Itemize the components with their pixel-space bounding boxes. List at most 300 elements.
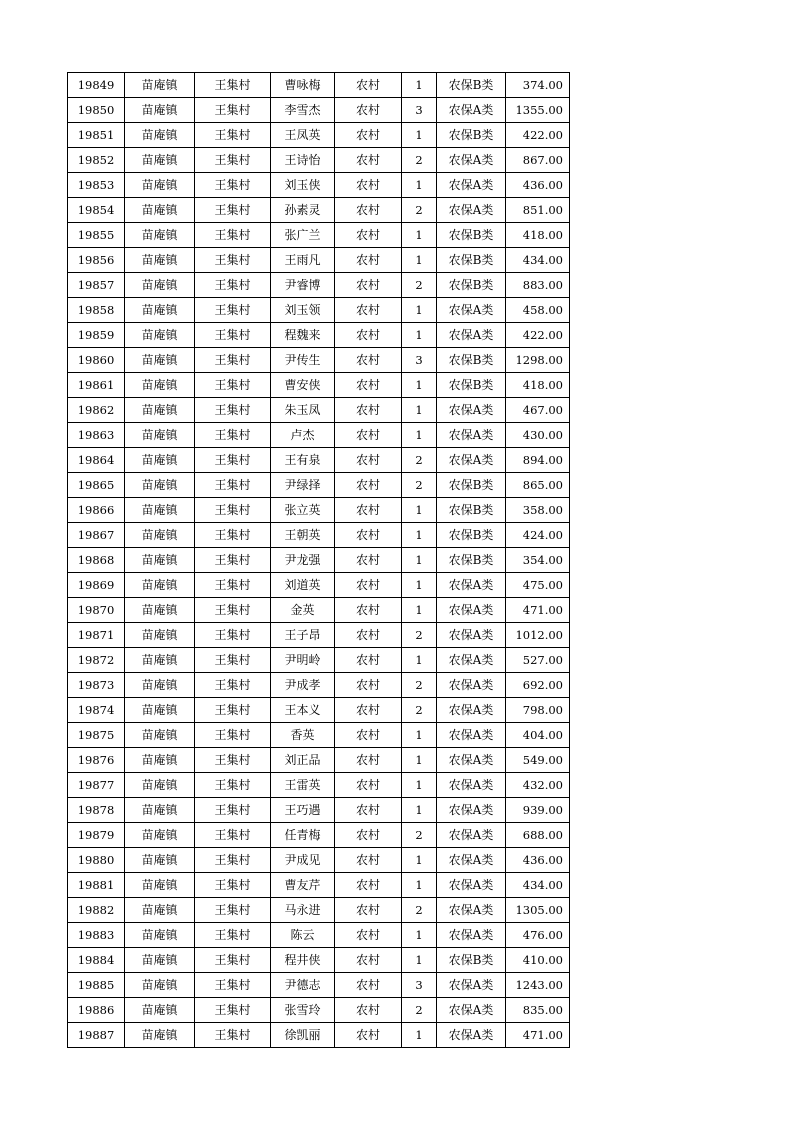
residence-type-cell: 农村 <box>335 623 402 648</box>
insurance-category-cell: 农保B类 <box>437 223 506 248</box>
amount-cell: 467.00 <box>506 398 570 423</box>
record-id-cell: 19873 <box>68 673 125 698</box>
village-cell: 王集村 <box>195 448 271 473</box>
residence-type-cell: 农村 <box>335 948 402 973</box>
record-id-cell: 19871 <box>68 623 125 648</box>
record-id-cell: 19866 <box>68 498 125 523</box>
insurance-category-cell: 农保B类 <box>437 248 506 273</box>
record-id-cell: 19883 <box>68 923 125 948</box>
table-row <box>68 373 570 398</box>
amount-cell: 475.00 <box>506 573 570 598</box>
person-name-cell: 王雨凡 <box>271 248 335 273</box>
person-name-cell: 刘道英 <box>271 573 335 598</box>
record-id-cell: 19887 <box>68 1023 125 1048</box>
person-name-cell: 刘玉领 <box>271 298 335 323</box>
amount-cell: 894.00 <box>506 448 570 473</box>
village-cell: 王集村 <box>195 423 271 448</box>
insurance-category-cell: 农保A类 <box>437 923 506 948</box>
town-cell: 苗庵镇 <box>125 898 195 923</box>
table-row <box>68 73 570 98</box>
insurance-category-cell: 农保B类 <box>437 73 506 98</box>
household-count-cell: 2 <box>402 823 437 848</box>
person-name-cell: 孙素灵 <box>271 198 335 223</box>
table-row <box>68 173 570 198</box>
amount-cell: 434.00 <box>506 248 570 273</box>
table-row <box>68 573 570 598</box>
town-cell: 苗庵镇 <box>125 723 195 748</box>
town-cell: 苗庵镇 <box>125 73 195 98</box>
table-row <box>68 298 570 323</box>
household-count-cell: 2 <box>402 698 437 723</box>
record-id-cell: 19863 <box>68 423 125 448</box>
village-cell: 王集村 <box>195 98 271 123</box>
village-cell: 王集村 <box>195 398 271 423</box>
table-row <box>68 123 570 148</box>
person-name-cell: 徐凯丽 <box>271 1023 335 1048</box>
amount-cell: 422.00 <box>506 123 570 148</box>
amount-cell: 476.00 <box>506 923 570 948</box>
insurance-category-cell: 农保A类 <box>437 698 506 723</box>
village-cell: 王集村 <box>195 1023 271 1048</box>
town-cell: 苗庵镇 <box>125 473 195 498</box>
residence-type-cell: 农村 <box>335 423 402 448</box>
amount-cell: 358.00 <box>506 498 570 523</box>
table-row <box>68 998 570 1023</box>
household-count-cell: 1 <box>402 923 437 948</box>
record-id-cell: 19881 <box>68 873 125 898</box>
insurance-category-cell: 农保A类 <box>437 1023 506 1048</box>
town-cell: 苗庵镇 <box>125 523 195 548</box>
residence-type-cell: 农村 <box>335 298 402 323</box>
insurance-category-cell: 农保A类 <box>437 773 506 798</box>
records-table <box>67 72 570 1048</box>
residence-type-cell: 农村 <box>335 798 402 823</box>
person-name-cell: 王子昂 <box>271 623 335 648</box>
table-row <box>68 148 570 173</box>
household-count-cell: 1 <box>402 398 437 423</box>
household-count-cell: 1 <box>402 373 437 398</box>
insurance-category-cell: 农保A类 <box>437 423 506 448</box>
table-row <box>68 823 570 848</box>
person-name-cell: 王诗怡 <box>271 148 335 173</box>
village-cell: 王集村 <box>195 723 271 748</box>
town-cell: 苗庵镇 <box>125 848 195 873</box>
household-count-cell: 3 <box>402 973 437 998</box>
person-name-cell: 尹传生 <box>271 348 335 373</box>
record-id-cell: 19884 <box>68 948 125 973</box>
insurance-category-cell: 农保A类 <box>437 873 506 898</box>
residence-type-cell: 农村 <box>335 123 402 148</box>
residence-type-cell: 农村 <box>335 823 402 848</box>
table-row <box>68 798 570 823</box>
record-id-cell: 19852 <box>68 148 125 173</box>
residence-type-cell: 农村 <box>335 873 402 898</box>
town-cell: 苗庵镇 <box>125 398 195 423</box>
household-count-cell: 2 <box>402 273 437 298</box>
village-cell: 王集村 <box>195 923 271 948</box>
town-cell: 苗庵镇 <box>125 423 195 448</box>
table-row <box>68 948 570 973</box>
insurance-category-cell: 农保A类 <box>437 723 506 748</box>
village-cell: 王集村 <box>195 323 271 348</box>
record-id-cell: 19874 <box>68 698 125 723</box>
table-row <box>68 873 570 898</box>
town-cell: 苗庵镇 <box>125 673 195 698</box>
record-id-cell: 19851 <box>68 123 125 148</box>
insurance-category-cell: 农保A类 <box>437 998 506 1023</box>
amount-cell: 1298.00 <box>506 348 570 373</box>
village-cell: 王集村 <box>195 523 271 548</box>
person-name-cell: 李雪杰 <box>271 98 335 123</box>
household-count-cell: 1 <box>402 123 437 148</box>
table-row <box>68 98 570 123</box>
amount-cell: 939.00 <box>506 798 570 823</box>
table-row <box>68 273 570 298</box>
residence-type-cell: 农村 <box>335 973 402 998</box>
record-id-cell: 19876 <box>68 748 125 773</box>
village-cell: 王集村 <box>195 298 271 323</box>
residence-type-cell: 农村 <box>335 548 402 573</box>
table-row <box>68 898 570 923</box>
village-cell: 王集村 <box>195 248 271 273</box>
person-name-cell: 王巧遇 <box>271 798 335 823</box>
village-cell: 王集村 <box>195 173 271 198</box>
record-id-cell: 19860 <box>68 348 125 373</box>
person-name-cell: 香英 <box>271 723 335 748</box>
table-row <box>68 973 570 998</box>
amount-cell: 424.00 <box>506 523 570 548</box>
village-cell: 王集村 <box>195 573 271 598</box>
insurance-category-cell: 农保A类 <box>437 823 506 848</box>
residence-type-cell: 农村 <box>335 573 402 598</box>
insurance-category-cell: 农保B类 <box>437 948 506 973</box>
town-cell: 苗庵镇 <box>125 298 195 323</box>
household-count-cell: 1 <box>402 73 437 98</box>
amount-cell: 432.00 <box>506 773 570 798</box>
household-count-cell: 1 <box>402 748 437 773</box>
village-cell: 王集村 <box>195 998 271 1023</box>
residence-type-cell: 农村 <box>335 323 402 348</box>
village-cell: 王集村 <box>195 873 271 898</box>
record-id-cell: 19879 <box>68 823 125 848</box>
town-cell: 苗庵镇 <box>125 873 195 898</box>
residence-type-cell: 农村 <box>335 98 402 123</box>
person-name-cell: 卢杰 <box>271 423 335 448</box>
person-name-cell: 曹友芹 <box>271 873 335 898</box>
household-count-cell: 1 <box>402 1023 437 1048</box>
village-cell: 王集村 <box>195 773 271 798</box>
person-name-cell: 尹成孝 <box>271 673 335 698</box>
residence-type-cell: 农村 <box>335 148 402 173</box>
record-id-cell: 19855 <box>68 223 125 248</box>
table-row <box>68 498 570 523</box>
insurance-category-cell: 农保A类 <box>437 798 506 823</box>
amount-cell: 867.00 <box>506 148 570 173</box>
person-name-cell: 刘玉侠 <box>271 173 335 198</box>
person-name-cell: 尹龙强 <box>271 548 335 573</box>
record-id-cell: 19885 <box>68 973 125 998</box>
town-cell: 苗庵镇 <box>125 573 195 598</box>
insurance-category-cell: 农保A类 <box>437 848 506 873</box>
town-cell: 苗庵镇 <box>125 998 195 1023</box>
household-count-cell: 1 <box>402 498 437 523</box>
town-cell: 苗庵镇 <box>125 498 195 523</box>
residence-type-cell: 农村 <box>335 1023 402 1048</box>
amount-cell: 883.00 <box>506 273 570 298</box>
insurance-category-cell: 农保A类 <box>437 148 506 173</box>
person-name-cell: 刘正品 <box>271 748 335 773</box>
person-name-cell: 马永进 <box>271 898 335 923</box>
town-cell: 苗庵镇 <box>125 373 195 398</box>
insurance-category-cell: 农保A类 <box>437 198 506 223</box>
insurance-category-cell: 农保A类 <box>437 673 506 698</box>
household-count-cell: 1 <box>402 598 437 623</box>
record-id-cell: 19862 <box>68 398 125 423</box>
amount-cell: 688.00 <box>506 823 570 848</box>
amount-cell: 527.00 <box>506 648 570 673</box>
household-count-cell: 3 <box>402 98 437 123</box>
household-count-cell: 1 <box>402 223 437 248</box>
insurance-category-cell: 农保A类 <box>437 398 506 423</box>
record-id-cell: 19886 <box>68 998 125 1023</box>
town-cell: 苗庵镇 <box>125 773 195 798</box>
amount-cell: 865.00 <box>506 473 570 498</box>
town-cell: 苗庵镇 <box>125 1023 195 1048</box>
insurance-category-cell: 农保B类 <box>437 498 506 523</box>
record-id-cell: 19864 <box>68 448 125 473</box>
residence-type-cell: 农村 <box>335 198 402 223</box>
insurance-category-cell: 农保A类 <box>437 448 506 473</box>
household-count-cell: 2 <box>402 448 437 473</box>
person-name-cell: 陈云 <box>271 923 335 948</box>
amount-cell: 430.00 <box>506 423 570 448</box>
table-row <box>68 1023 570 1048</box>
amount-cell: 1012.00 <box>506 623 570 648</box>
household-count-cell: 1 <box>402 848 437 873</box>
town-cell: 苗庵镇 <box>125 948 195 973</box>
town-cell: 苗庵镇 <box>125 973 195 998</box>
table-row <box>68 323 570 348</box>
insurance-category-cell: 农保A类 <box>437 648 506 673</box>
table-row <box>68 473 570 498</box>
person-name-cell: 曹安侠 <box>271 373 335 398</box>
person-name-cell: 王朝英 <box>271 523 335 548</box>
amount-cell: 835.00 <box>506 998 570 1023</box>
amount-cell: 436.00 <box>506 848 570 873</box>
town-cell: 苗庵镇 <box>125 198 195 223</box>
village-cell: 王集村 <box>195 748 271 773</box>
table-row <box>68 448 570 473</box>
household-count-cell: 1 <box>402 873 437 898</box>
household-count-cell: 1 <box>402 298 437 323</box>
person-name-cell: 王有泉 <box>271 448 335 473</box>
amount-cell: 404.00 <box>506 723 570 748</box>
person-name-cell: 尹绿择 <box>271 473 335 498</box>
residence-type-cell: 农村 <box>335 898 402 923</box>
residence-type-cell: 农村 <box>335 223 402 248</box>
record-id-cell: 19868 <box>68 548 125 573</box>
person-name-cell: 尹睿博 <box>271 273 335 298</box>
person-name-cell: 张广兰 <box>271 223 335 248</box>
record-id-cell: 19867 <box>68 523 125 548</box>
residence-type-cell: 农村 <box>335 848 402 873</box>
table-row <box>68 648 570 673</box>
table-row <box>68 398 570 423</box>
person-name-cell: 王凤英 <box>271 123 335 148</box>
insurance-category-cell: 农保B类 <box>437 123 506 148</box>
amount-cell: 471.00 <box>506 598 570 623</box>
household-count-cell: 1 <box>402 548 437 573</box>
amount-cell: 436.00 <box>506 173 570 198</box>
village-cell: 王集村 <box>195 223 271 248</box>
residence-type-cell: 农村 <box>335 73 402 98</box>
person-name-cell: 曹咏梅 <box>271 73 335 98</box>
record-id-cell: 19857 <box>68 273 125 298</box>
record-id-cell: 19849 <box>68 73 125 98</box>
village-cell: 王集村 <box>195 123 271 148</box>
household-count-cell: 2 <box>402 998 437 1023</box>
town-cell: 苗庵镇 <box>125 623 195 648</box>
residence-type-cell: 农村 <box>335 998 402 1023</box>
residence-type-cell: 农村 <box>335 773 402 798</box>
town-cell: 苗庵镇 <box>125 748 195 773</box>
person-name-cell: 尹明岭 <box>271 648 335 673</box>
table-row <box>68 198 570 223</box>
table-row <box>68 673 570 698</box>
household-count-cell: 1 <box>402 723 437 748</box>
amount-cell: 458.00 <box>506 298 570 323</box>
insurance-category-cell: 农保A类 <box>437 173 506 198</box>
insurance-category-cell: 农保A类 <box>437 623 506 648</box>
record-id-cell: 19850 <box>68 98 125 123</box>
record-id-cell: 19875 <box>68 723 125 748</box>
town-cell: 苗庵镇 <box>125 98 195 123</box>
village-cell: 王集村 <box>195 473 271 498</box>
insurance-category-cell: 农保A类 <box>437 98 506 123</box>
person-name-cell: 金英 <box>271 598 335 623</box>
village-cell: 王集村 <box>195 273 271 298</box>
insurance-category-cell: 农保A类 <box>437 973 506 998</box>
residence-type-cell: 农村 <box>335 498 402 523</box>
person-name-cell: 程魏来 <box>271 323 335 348</box>
household-count-cell: 1 <box>402 423 437 448</box>
town-cell: 苗庵镇 <box>125 923 195 948</box>
town-cell: 苗庵镇 <box>125 823 195 848</box>
amount-cell: 422.00 <box>506 323 570 348</box>
record-id-cell: 19854 <box>68 198 125 223</box>
residence-type-cell: 农村 <box>335 373 402 398</box>
record-id-cell: 19856 <box>68 248 125 273</box>
amount-cell: 692.00 <box>506 673 570 698</box>
table-row <box>68 848 570 873</box>
village-cell: 王集村 <box>195 948 271 973</box>
town-cell: 苗庵镇 <box>125 698 195 723</box>
table-row <box>68 348 570 373</box>
person-name-cell: 程井侠 <box>271 948 335 973</box>
amount-cell: 434.00 <box>506 873 570 898</box>
household-count-cell: 1 <box>402 773 437 798</box>
record-id-cell: 19869 <box>68 573 125 598</box>
village-cell: 王集村 <box>195 498 271 523</box>
record-id-cell: 19878 <box>68 798 125 823</box>
residence-type-cell: 农村 <box>335 348 402 373</box>
amount-cell: 354.00 <box>506 548 570 573</box>
table-body <box>68 73 570 1048</box>
household-count-cell: 2 <box>402 673 437 698</box>
town-cell: 苗庵镇 <box>125 348 195 373</box>
residence-type-cell: 农村 <box>335 523 402 548</box>
insurance-category-cell: 农保B类 <box>437 523 506 548</box>
insurance-category-cell: 农保B类 <box>437 473 506 498</box>
table-row <box>68 773 570 798</box>
village-cell: 王集村 <box>195 973 271 998</box>
residence-type-cell: 农村 <box>335 923 402 948</box>
person-name-cell: 王本义 <box>271 698 335 723</box>
town-cell: 苗庵镇 <box>125 323 195 348</box>
record-id-cell: 19882 <box>68 898 125 923</box>
household-count-cell: 1 <box>402 798 437 823</box>
record-id-cell: 19870 <box>68 598 125 623</box>
person-name-cell: 任青梅 <box>271 823 335 848</box>
residence-type-cell: 农村 <box>335 248 402 273</box>
household-count-cell: 3 <box>402 348 437 373</box>
amount-cell: 549.00 <box>506 748 570 773</box>
residence-type-cell: 农村 <box>335 173 402 198</box>
table-row <box>68 248 570 273</box>
person-name-cell: 张雪玲 <box>271 998 335 1023</box>
amount-cell: 851.00 <box>506 198 570 223</box>
residence-type-cell: 农村 <box>335 273 402 298</box>
amount-cell: 418.00 <box>506 223 570 248</box>
amount-cell: 1305.00 <box>506 898 570 923</box>
table-row <box>68 923 570 948</box>
residence-type-cell: 农村 <box>335 748 402 773</box>
residence-type-cell: 农村 <box>335 398 402 423</box>
insurance-category-cell: 农保A类 <box>437 323 506 348</box>
record-id-cell: 19859 <box>68 323 125 348</box>
village-cell: 王集村 <box>195 698 271 723</box>
residence-type-cell: 农村 <box>335 723 402 748</box>
town-cell: 苗庵镇 <box>125 448 195 473</box>
insurance-category-cell: 农保A类 <box>437 598 506 623</box>
insurance-category-cell: 农保B类 <box>437 373 506 398</box>
record-id-cell: 19872 <box>68 648 125 673</box>
residence-type-cell: 农村 <box>335 698 402 723</box>
person-name-cell: 张立英 <box>271 498 335 523</box>
amount-cell: 798.00 <box>506 698 570 723</box>
amount-cell: 1355.00 <box>506 98 570 123</box>
town-cell: 苗庵镇 <box>125 798 195 823</box>
town-cell: 苗庵镇 <box>125 648 195 673</box>
table-row <box>68 698 570 723</box>
town-cell: 苗庵镇 <box>125 173 195 198</box>
household-count-cell: 2 <box>402 473 437 498</box>
residence-type-cell: 农村 <box>335 448 402 473</box>
residence-type-cell: 农村 <box>335 473 402 498</box>
household-count-cell: 1 <box>402 523 437 548</box>
table-row <box>68 723 570 748</box>
household-count-cell: 1 <box>402 648 437 673</box>
insurance-category-cell: 农保A类 <box>437 573 506 598</box>
table-row <box>68 548 570 573</box>
household-count-cell: 1 <box>402 248 437 273</box>
amount-cell: 1243.00 <box>506 973 570 998</box>
village-cell: 王集村 <box>195 73 271 98</box>
person-name-cell: 尹成见 <box>271 848 335 873</box>
town-cell: 苗庵镇 <box>125 123 195 148</box>
table-row <box>68 623 570 648</box>
village-cell: 王集村 <box>195 798 271 823</box>
